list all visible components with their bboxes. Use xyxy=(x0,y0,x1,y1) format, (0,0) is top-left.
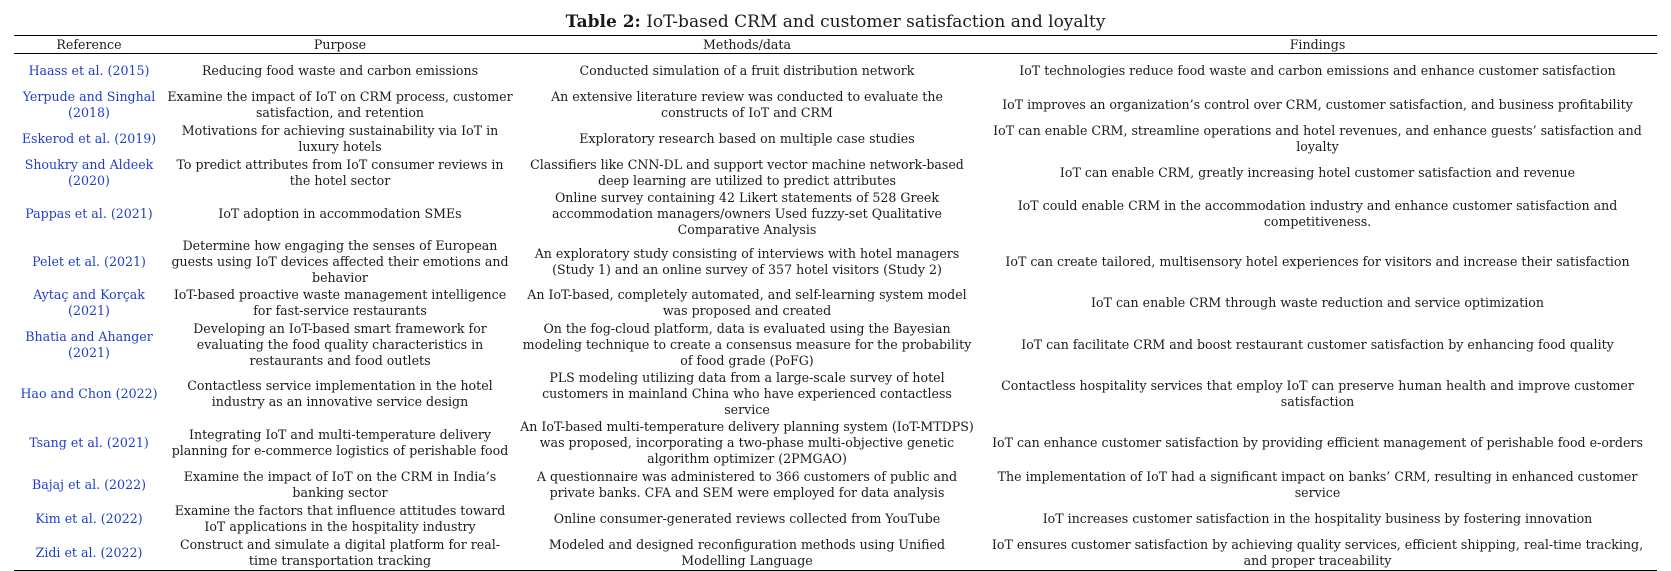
methods-cell: An exploratory study consisting of interviews with hotel managers (Study 1) and an online survey of 357 hotel visitors (Study 2) xyxy=(534,246,960,277)
methods-cell: An IoT-based multi-temperature delivery planning system (IoT-MTDPS) was proposed, incorporating a two-phase multi-objective genetic algorithm optimizer (2PMGAO) xyxy=(520,419,974,466)
methods-cell: Online consumer-generated reviews collected from YouTube xyxy=(553,511,941,526)
table-row xyxy=(14,536,1657,571)
table-row xyxy=(14,54,1657,89)
methods-cell: Modeled and designed reconfiguration methods using Unified Modelling Language xyxy=(516,536,978,571)
table-row xyxy=(14,370,1657,418)
findings-cell: IoT ensures customer satisfaction by achieving quality services, efficient shipping, real-time tracking, and proper traceability xyxy=(978,536,1657,571)
methods-cell: PLS modeling utilizing data from a large-scale survey of hotel customers in mainland China who have experienced contactless service xyxy=(542,370,952,417)
findings-cell: IoT could enable CRM in the accommodation industry and enhance customer satisfaction and competitiveness. xyxy=(1017,198,1618,229)
reference-link[interactable]: Aytaç and Korçak (2021) xyxy=(33,287,145,318)
reference-link[interactable]: Hao and Chon (2022) xyxy=(20,386,158,401)
purpose-cell: Examine the impact of IoT on the CRM in India’s banking sector xyxy=(183,469,497,500)
reference-link[interactable]: Pelet et al. (2021) xyxy=(32,254,146,269)
methods-cell: On the fog-cloud platform, data is evaluated using the Bayesian modeling technique to create a consensus measure for the probability of food grade (PoFG) xyxy=(522,321,972,368)
purpose-cell: IoT adoption in accommodation SMEs xyxy=(218,206,462,221)
reference-link[interactable]: Eskerod et al. (2019) xyxy=(21,131,157,146)
reference-link[interactable]: Bhatia and Ahanger (2021) xyxy=(25,329,153,360)
findings-cell: IoT increases customer satisfaction in the hospitality business by fostering innovation xyxy=(1042,511,1593,526)
purpose-cell: Motivations for achieving sustainability via IoT in luxury hotels xyxy=(181,123,499,154)
purpose-cell: Developing an IoT-based smart framework for evaluating the food quality characteristics in restaurants and food outlets xyxy=(193,321,487,368)
table-row xyxy=(14,156,1657,190)
methods-cell: Exploratory research based on multiple case studies xyxy=(579,131,915,146)
reference-link[interactable]: Pappas et al. (2021) xyxy=(25,206,153,221)
findings-cell: IoT can enable CRM, greatly increasing hotel customer satisfaction and revenue xyxy=(1059,165,1576,180)
purpose-cell: Examine the factors that influence attitudes toward IoT applications in the hospitality industry xyxy=(174,503,506,534)
reference-link[interactable]: Tsang et al. (2021) xyxy=(29,435,149,450)
table-row xyxy=(14,286,1657,320)
literature-table xyxy=(14,35,1657,571)
purpose-cell: Examine the impact of IoT on CRM process, customer satisfaction, and retention xyxy=(167,89,513,120)
purpose-cell: IoT-based proactive waste management intelligence for fast-service restaurants xyxy=(173,287,507,318)
purpose-cell: Construct and simulate a digital platform for real-time transportation tracking xyxy=(164,536,516,571)
findings-cell: IoT can enable CRM, streamline operations and hotel revenues, and enhance guests’ satisfaction and loyalty xyxy=(993,123,1642,154)
purpose-cell: Integrating IoT and multi-temperature delivery planning for e-commerce logistics of perishable food xyxy=(171,427,509,458)
table-row xyxy=(14,468,1657,502)
table-row xyxy=(14,418,1657,468)
findings-cell: IoT can facilitate CRM and boost restaurant customer satisfaction by enhancing food quality xyxy=(1021,337,1614,352)
methods-cell: An IoT-based, completely automated, and self-learning system model was proposed and created xyxy=(527,287,967,318)
findings-cell: IoT technologies reduce food waste and carbon emissions and enhance customer satisfaction xyxy=(1019,63,1616,78)
table-row xyxy=(14,502,1657,536)
findings-cell: Contactless hospitality services that employ IoT can preserve human health and improve customer satisfaction xyxy=(1001,378,1634,409)
reference-link[interactable]: Bajaj et al. (2022) xyxy=(31,477,147,492)
table-caption xyxy=(0,9,1671,35)
findings-cell: IoT can enhance customer satisfaction by providing efficient management of perishable food e-orders xyxy=(992,435,1643,450)
reference-link[interactable]: Zidi et al. (2022) xyxy=(14,536,164,571)
findings-cell: IoT can enable CRM through waste reduction and service optimization xyxy=(1091,295,1544,310)
methods-cell: A questionnaire was administered to 366 customers of public and private banks. CFA and SEM were employed for data analysis xyxy=(536,469,958,500)
header-findings: Findings xyxy=(978,36,1657,54)
table-body xyxy=(14,54,1657,571)
methods-cell: Conducted simulation of a fruit distribution network xyxy=(579,63,915,78)
table-header-row xyxy=(14,36,1657,54)
header-reference: Reference xyxy=(14,36,164,54)
table-row xyxy=(14,122,1657,156)
purpose-cell: Determine how engaging the senses of European guests using IoT devices affected their emotions and behavior xyxy=(171,238,509,285)
purpose-cell: Reducing food waste and carbon emissions xyxy=(201,63,479,78)
methods-cell: An extensive literature review was conducted to evaluate the constructs of IoT and CRM xyxy=(551,89,943,120)
reference-link[interactable]: Haass et al. (2015) xyxy=(28,63,150,78)
table-row xyxy=(14,190,1657,238)
table-row xyxy=(14,238,1657,286)
reference-link[interactable]: Kim et al. (2022) xyxy=(35,511,143,526)
header-purpose: Purpose xyxy=(164,36,516,54)
table-caption-text: IoT-based CRM and customer satisfaction and loyalty xyxy=(646,12,1106,32)
table-row xyxy=(14,88,1657,122)
table-row xyxy=(14,320,1657,370)
table-caption-label: Table 2: xyxy=(565,12,641,32)
findings-cell: The implementation of IoT had a significant impact on banks’ CRM, resulting in enhanced customer service xyxy=(997,469,1638,500)
reference-link[interactable]: Shoukry and Aldeek (2020) xyxy=(24,157,154,188)
findings-cell: IoT can create tailored, multisensory hotel experiences for visitors and increase their satisfaction xyxy=(1005,254,1630,269)
findings-cell: IoT improves an organization’s control over CRM, customer satisfaction, and business profitability xyxy=(1002,97,1633,112)
methods-cell: Online survey containing 42 Likert statements of 528 Greek accommodation managers/owners Used fuzzy-set Qualitative Comparative Analysis xyxy=(552,190,942,237)
header-methods: Methods/data xyxy=(516,36,978,54)
purpose-cell: To predict attributes from IoT consumer reviews in the hotel sector xyxy=(176,157,504,188)
reference-link[interactable]: Yerpude and Singhal (2018) xyxy=(22,89,156,120)
purpose-cell: Contactless service implementation in the hotel industry as an innovative service design xyxy=(187,378,493,409)
methods-cell: Classifiers like CNN-DL and support vector machine network-based deep learning are utilized to predict attributes xyxy=(530,157,964,188)
